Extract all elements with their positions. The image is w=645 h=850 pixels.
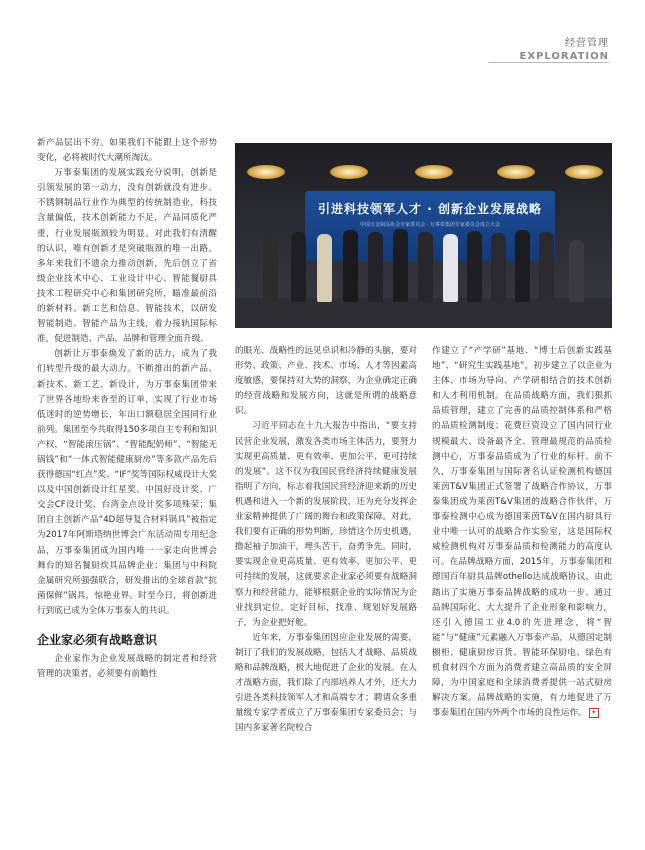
paragraph: 新产品层出不穷。如果我们不能跟上这个形势变化，必将被时代大潮所淘汰。 [37,138,217,164]
banner-title: 引进科技领军人才 · 创新企业发展战略 [318,202,542,216]
text-column-2 [235,344,417,736]
person-figure [393,229,408,302]
text-column-1 [37,136,217,682]
section-title-en: EXPLORATION [519,51,609,62]
paragraph: 的眼光、战略性的远见卓识和冷静的头脑，要对形势、政策、产业、技术、市场、人才等因素高度敏感，要保持对大势的洞察，为企业确定正确的经营战略和发展方向，这就是所谓的战略意识。 [235,346,417,417]
person-figure [343,230,358,302]
end-mark-icon: ✦ [589,708,599,718]
paragraph: 近年来，万事泰集团因应企业发展的需要，制订了我们的发展战略，包括人才战略、品质战略和品牌战略，极大地促进了企业的发展。在人才战略方面，我们除了内部培养人才外，还大力引进各类科技领军人才和高端专才；聘请众多重量级专家学者成立了万事泰集团专家委员会；与国内多家著名院校合 [235,632,417,734]
paragraph: 企业家作为企业发展战略的制定者和经营管理的决策者，必须要有前瞻性 [37,654,217,680]
person-figure [317,234,332,302]
event-photo [235,143,612,328]
ceiling-light-icon [330,165,368,179]
ceiling-light-icon [565,165,603,179]
section-header [520,34,609,62]
person-figure [491,233,506,302]
person-figure [539,232,554,302]
ceiling-light-icon [247,165,285,179]
section-subheading: 企业家必须有战略意识 [37,633,158,647]
person-figure [418,232,433,302]
person-figure [291,232,306,302]
person-figure [368,232,383,302]
person-figure [443,234,458,302]
banner-subtitle: 中国五金制品协会专家委员会 · 万事泰集团专家委员会成立大会 [360,222,500,228]
ceiling-light-icon [497,165,535,179]
paragraph: 万事泰集团的发展实践充分说明，创新是引领发展的第一动力，没有创新就没有进步。不锈钢制品行业作为典型的传统制造业，科技含量偏低，技术创新能力不足，产品同质化严重，行业发展瓶颈较为明显。对此我们有清醒的认识，唯有创新才是突破瓶颈的唯一出路。多年来我们不遗余力推动创新，先后创立了省级企业技术中心、工业设计中心、智能餐厨具技术工程研究中心和集团研究所，瞄准最前沿的新材料、新工艺和信息、智能技术，以研发智能制造、智能产品为主线，着力接轨国际标准，促进制造、产品、品牌和管理全面升级。 [37,168,217,345]
ceiling-light-icon [415,165,453,179]
paragraph [432,344,612,721]
section-title-cn: 经营管理 [565,38,609,49]
header-divider [489,62,609,63]
paragraph-text: 作建立了“产学研”基地、“博士后创新实践基地”、“研究生实践基地”，初步建立了以企业为主体、市场为导向、产学研相结合的技术创新和人才利用机制。在品质战略方面，我们狠抓品质管理，建立了完善的品质控制体系和严格的品质检测制度；花费巨资设立了国内同行业规模最大、设备最齐全、管理最规范的品质检测中心，万事泰品质成为了行业的标杆。前不久，万事泰集团与国际著名认证检测机构德国莱茵T&V集团正式签署了战略合作协议，万事泰集团成为莱茵T&V集团的战略合作伙伴，万事泰检测中心成为德国莱茵T&V在国内厨具行业中唯一认可的战略合作实验室，这是国际权威检测机构对万事泰品质和检测能力的高度认可。在品牌战略方面，2015年，万事泰集团和德国百年厨具品牌othello达成战略协议，由此踏出了实施万事泰品牌战略的成功一步。通过品牌国际化、大大提升了企业形象和影响力，还引入德国工业4.0的先进理念，将“智能”与“健康”元素融入万事泰产品，从德国定制橱柜、健康厨房百货、智能环保厨电、绿色有机食材四个方面为消费者建立高品质的安全屏障，为中国家庭和全球消费者提供一站式厨房解决方案。品牌战略的实施，有力地促进了万事泰集团在国内外两个市场的良性运作。 [432,346,612,719]
stage-floor [235,298,612,328]
person-figure [263,238,278,302]
person-figure [467,231,482,302]
paragraph: 习近平同志在十九大报告中指出，“要支持民营企业发展，激发各类市场主体活力，要努力实现更高质量、更有效率、更加公平、更可持续的发展”。这不仅为我国民营经济持续健康发展指明了方向，标志着我国民营经济迎来新的历史机遇和进入一个新的发展阶段，还为充分发挥企业家精神提供了广阔的舞台和政策保障。对此，我们要有正确的形势判断，珍惜这个历史机遇，撸起袖子加油干，埋头苦干，奋勇争先。同时，要实现企业更高质量、更有效率、更加公平、更可持续的发展，这就要求企业家必须要有战略洞察力和经营能力，能够根据企业的实际情况为企业找到定位，定好目标，找准、规划好发展路子，为企业把好舵。 [235,421,417,628]
text-column-3 [432,344,612,721]
person-figure [515,230,530,302]
paragraph: 创新让万事泰焕发了新的活力，成为了我们转型升级的最大动力。不断推出的新产品、新技术、新工艺、新设计，为万事泰集团带来了世界各地纷来沓至的订单，实现了行业市场低迷时的逆势增长，年出口额稳居全国同行业前列。集团至今共取得150多项自主专利和知识产权，“智能滚压锅”、“智能配奶师”、“智能无锅钱”和“一体式智能健康厨房”等多款产品先后获得德国“红点”奖、“IF”奖等国际权威设计大奖以及中国创新设计红星奖、中国好设计奖、广交会CF设计奖、台湾金点设计奖多项殊荣；集团自主创新产品“4D超导复合材料锅具”被指定为2017年阿斯塔纳世博会广东活动周专用纪念品，万事泰集团成为国内唯一一家走向世博会舞台的知名餐厨炊具品牌企业；集团与中科院金属研究所强强联合，研发推出的全球首款“抗菌保鲜”锅具，惊艳业界。时至今日，将创新进行到底已成为全体万事泰人的共识。 [37,349,217,616]
person-figure [569,240,584,302]
